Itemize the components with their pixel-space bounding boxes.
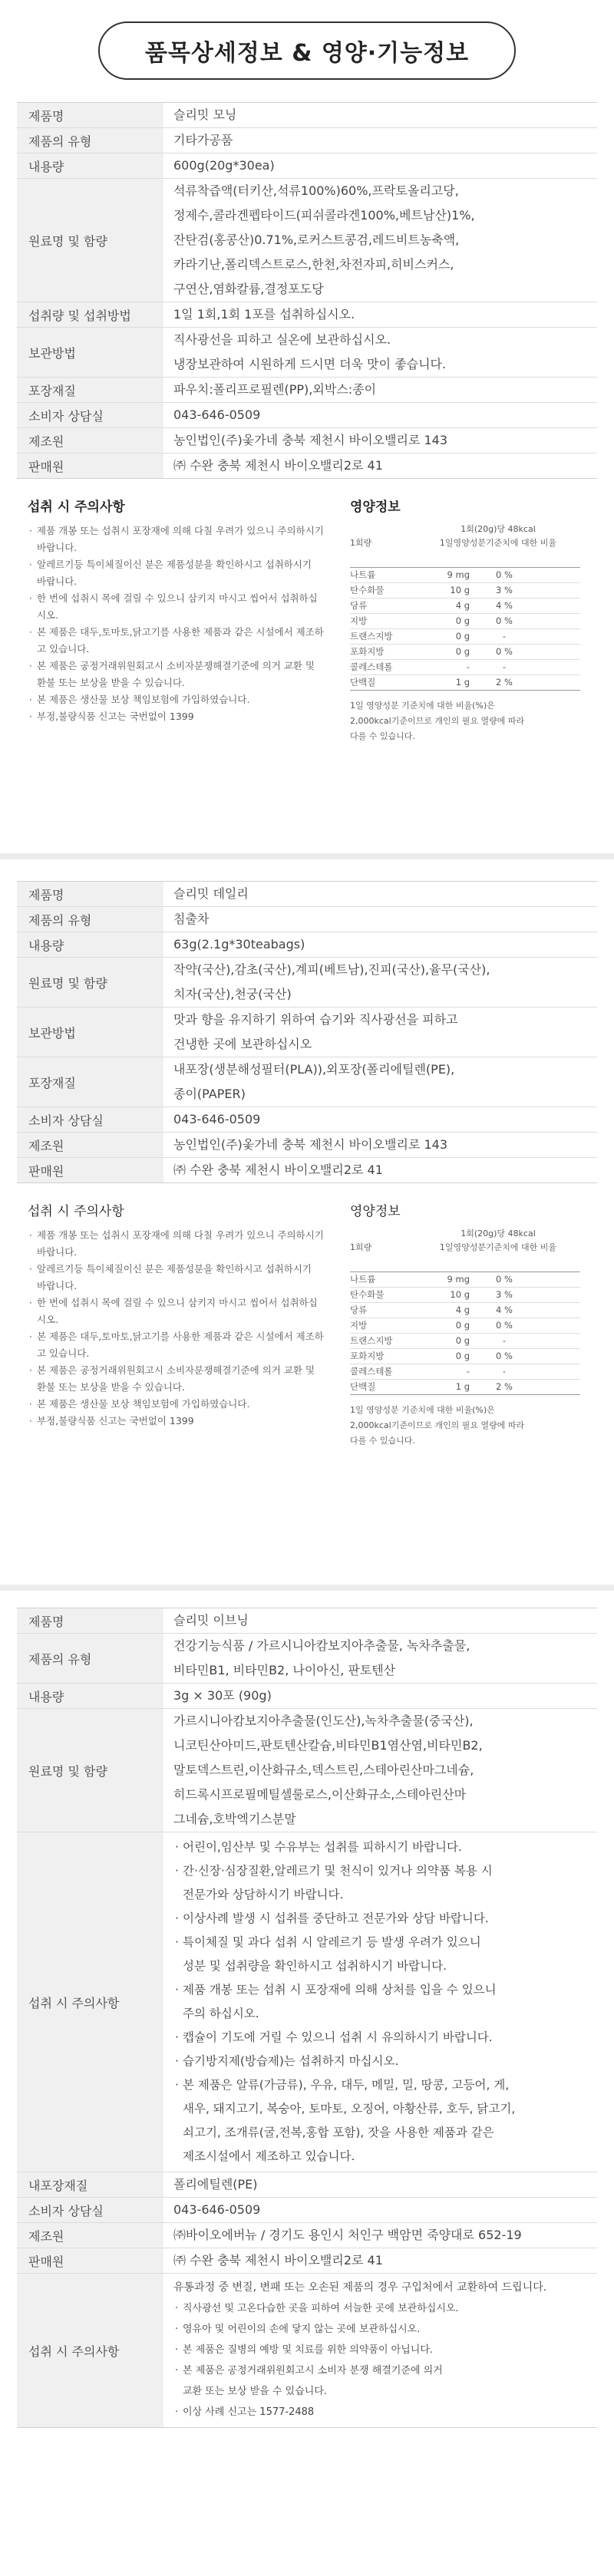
row-label: 내포장재질: [17, 2172, 163, 2197]
row-value-line: 그네슘,호박엑기스분말: [173, 1812, 296, 1826]
caution2-line: · 본 제품은 질병의 예방 및 치료를 위한 의약품이 아닙니다.: [183, 2344, 434, 2356]
product-info-table: [17, 1608, 597, 2428]
nutrition-row: [350, 1349, 580, 1364]
nutrient-name: 콜레스테롤: [350, 661, 393, 672]
row-value-line: 침출차: [173, 912, 210, 926]
row-label: 제품의 유형: [17, 1634, 163, 1683]
caution-title: 섭취 시 주의사항: [28, 1204, 124, 1219]
nutrient-amount: 0 g: [455, 615, 470, 626]
info-row: [17, 907, 597, 932]
info-row: [17, 403, 597, 428]
nutrient-amount: 0 g: [455, 1320, 470, 1331]
nutrition-col1: 1회량: [350, 1242, 372, 1252]
info-row: [17, 153, 597, 179]
caution-item: · 알레르기등 특이체질이신 분은 제품성분을 확인하시고 섭취하시기 바랍니다.: [28, 556, 324, 590]
product-section-2: [17, 881, 597, 1449]
row-value-line: 잔탄검(홍콩산)0.71%,로커스트콩검,레드비트농축액,: [173, 233, 460, 247]
product-section-1: [17, 102, 597, 744]
nutrition-col-blank: [350, 523, 416, 536]
row-value: [163, 932, 597, 957]
nutrient-name: 나트륨: [350, 1274, 376, 1285]
row-value-line: 종이(PAPER): [173, 1087, 246, 1101]
caution-line: 성분 및 섭취량을 확인하시고 섭취하시기 바랍니다.: [183, 1959, 447, 1973]
nutrition-row: [350, 1288, 580, 1303]
row-label: 원료명 및 함량: [17, 179, 163, 302]
info-row: [17, 378, 597, 403]
nutrient-amount: 10 g: [450, 585, 470, 595]
caution-item: · 본 제품은 공정거래위원회고시 소비자분쟁해결기준에 의거 교환 및 환불 또는 보상을 받을 수 있습니다.: [28, 658, 324, 691]
row-label: 원료명 및 함량: [17, 1709, 163, 1832]
row-value-line: 기타가공품: [173, 133, 233, 147]
caution2-line: · 직사광선 및 고온다습한 곳을 피하여 서늘한 곳에 보관하십시오.: [183, 2303, 459, 2314]
nutrient-name: 지방: [350, 615, 368, 626]
info-row: [17, 1709, 597, 1832]
info-row: [17, 2274, 597, 2427]
caution-item: [173, 2050, 589, 2073]
row-value-line: 정제수,콜라겐펩타이드(피쉬콜라겐100%,베트남산)1%,: [173, 208, 475, 223]
info-row: [17, 1634, 597, 1684]
caution-item: [173, 2026, 589, 2050]
nutrient-percent: 0 %: [496, 569, 513, 580]
row-label: 보관방법: [17, 1008, 163, 1057]
row-value-line: 카라기난,폴리덱스트로스,한천,차전자피,히비스커스,: [173, 257, 454, 272]
nutrition-subheader: [350, 536, 580, 550]
row-value-line: 농인법인(주)옻가네 충북 제천시 바이오밸리로 143: [173, 1137, 448, 1152]
nutrient-amount: 9 mg: [447, 569, 470, 580]
nutrient-amount: 4 g: [455, 600, 470, 611]
row-label: 보관방법: [17, 328, 163, 377]
row-label: 제품명: [17, 103, 163, 127]
caution-item: · 본 제품은 대두,토마토,닭고기를 사용한 제품과 같은 시설에서 제조하고 있습니다.: [28, 1328, 324, 1362]
row-value: [163, 882, 597, 906]
row-value: [163, 2248, 597, 2273]
info-row: [17, 1008, 597, 1057]
row-value-line: 043-646-0509: [173, 407, 261, 422]
nutrient-amount: 1 g: [455, 677, 470, 688]
caution-item: · 본 제품은 공정거래위원회고시 소비자분쟁해결기준에 의거 교환 및 환불 또는 보상을 받을 수 있습니다.: [28, 1362, 324, 1396]
nutrition-table: [350, 567, 580, 691]
footnote-line: 2,000kcal기준이므로 개인의 필요 열량에 따라: [350, 1420, 525, 1430]
row-value: [163, 428, 597, 453]
info-row: [17, 2198, 597, 2223]
caution-line: 제조시설에서 제조하고 있습니다.: [183, 2149, 355, 2163]
nutrition-row: [350, 645, 580, 660]
row-value-line: 043-646-0509: [173, 2202, 261, 2217]
product-info-table: [17, 102, 597, 479]
row-value-line: 슬리밋 데일리: [173, 886, 249, 901]
nutrient-name: 포화지방: [350, 1351, 385, 1361]
row-value: [163, 1008, 597, 1057]
nutrient-percent: -: [502, 661, 507, 672]
row-value-line: 1일 1회,1회 1포를 섭취하십시오.: [173, 307, 355, 322]
row-value-line: 농인법인(주)옻가네 충북 제천시 바이오밸리로 143: [173, 433, 448, 447]
row-label: 내용량: [17, 932, 163, 957]
info-row: [17, 932, 597, 958]
caution2-line: · 영유아 및 어린이의 손에 닿지 않는 곳에 보관하십시오.: [183, 2324, 421, 2335]
row-label: 소비자 상담실: [17, 403, 163, 427]
caution-list: [28, 1227, 324, 1430]
nutrition-row: [350, 1380, 580, 1394]
caution-item: · 한 번에 섭취시 목에 걸릴 수 있으니 삼키지 마시고 씹어서 섭취하십시오.: [28, 590, 324, 624]
footnote-line: 2,000kcal기준이므로 개인의 필요 열량에 따라: [350, 716, 525, 726]
product-section-3: [17, 1608, 597, 2428]
row-value-line: 치자(국산),천궁(국산): [173, 987, 292, 1001]
nutrient-name: 트랜스지방: [350, 631, 393, 642]
caution-line: 쇠고기, 조개류(굴,전복,홍합 포함), 잣을 사용한 제품과 같은: [183, 2126, 494, 2139]
caution-line: · 캡슐이 기도에 거릴 수 있으니 섭취 시 유의하시기 바랍니다.: [183, 2030, 493, 2044]
info-row: [17, 454, 597, 478]
row-value-line: 니코틴산아미드,판토텐산칼슘,비타민B1염산염,비타민B2,: [173, 1738, 483, 1753]
row-value-line: 맛과 향을 유지하기 위하여 습기와 직사광선을 피하고: [173, 1012, 458, 1027]
row-value: [163, 1057, 597, 1107]
info-row: [17, 1107, 597, 1133]
row-value-line: 히드록시프로필메틸셀룰로스,이산화규소,스테아린산마: [173, 1787, 467, 1802]
nutrient-percent: 4 %: [496, 600, 513, 611]
footnote-line: 다를 수 있습니다.: [350, 731, 415, 741]
product-info-table: [17, 881, 597, 1183]
caution2-item: [173, 2360, 589, 2402]
nutrient-percent: -: [502, 1366, 507, 1377]
nutrient-percent: 3 %: [496, 1289, 513, 1300]
row-value-line: ㈜바이오에버뉴 / 경기도 용인시 처인구 백암면 죽양대로 652-19: [173, 2228, 522, 2242]
nutrient-percent: 3 %: [496, 585, 513, 595]
section-divider: [0, 1585, 614, 1591]
row-label: 소비자 상담실: [17, 2198, 163, 2222]
info-row: [17, 103, 597, 128]
row-label: 제품의 유형: [17, 907, 163, 932]
caution-item: [173, 1931, 589, 1978]
row-label: 제조원: [17, 2223, 163, 2248]
row-value: [163, 1107, 597, 1132]
row-value: [163, 328, 597, 377]
row-value: [163, 179, 597, 302]
nutrition-col1: 1회량: [350, 538, 372, 548]
nutrition-col2: 1일영양성분기준치에 대한 비율: [439, 538, 557, 548]
nutrition-block: [350, 1200, 580, 1449]
caution2-line: 교환 또는 보상 받을 수 있습니다.: [183, 2386, 328, 2397]
info-row: [17, 882, 597, 907]
nutrient-amount: -: [466, 1366, 470, 1377]
row-value-line: 말토덱스트린,이산화규소,덱스트린,스테아린산마그네슘,: [173, 1763, 474, 1777]
row-value-line: 건냉한 곳에 보관하십시오: [173, 1037, 312, 1051]
row-value-line: 043-646-0509: [173, 1112, 261, 1126]
caution2-intro: 유통과정 중 변질, 변패 또는 오손된 제품의 경우 구입처에서 교환하여 드립니다.: [173, 2281, 547, 2294]
row-value: [163, 958, 597, 1007]
caution-item: [173, 1859, 589, 1907]
footnote-line: 1일 영양성분 기준치에 대한 비율(%)은: [350, 701, 495, 711]
nutrient-name: 단백질: [350, 677, 376, 688]
caution-item: [173, 1836, 589, 1859]
caution2-line: · 이상 사례 신고는 1577-2488: [183, 2406, 315, 2418]
row-label: 제품의 유형: [17, 128, 163, 153]
nutrient-percent: -: [502, 1335, 507, 1346]
caution-line: 주의 하십시오.: [183, 2007, 259, 2020]
nutrition-table: [350, 1272, 580, 1395]
caution-line: · 간·신장·심장질환,알레르기 및 천식이 있거나 의약품 복용 시: [183, 1864, 493, 1878]
row-value: [163, 907, 597, 932]
caution-line: · 본 제품은 알류(가금류), 우유, 대두, 메밀, 밀, 땅콩, 고등어, 게,: [183, 2078, 510, 2092]
nutrition-title: 영양정보: [350, 500, 401, 515]
nutrition-header: [350, 1227, 580, 1241]
caution-line: · 어린이,임산부 및 수유부는 섭취를 피하시기 바랍니다.: [183, 1840, 462, 1854]
caution-line: 전문가와 상담하시기 바랍니다.: [183, 1888, 344, 1901]
nutrient-name: 지방: [350, 1320, 368, 1331]
row-label: 판매원: [17, 454, 163, 478]
row-value-line: 폴리에틸렌(PE): [173, 2177, 258, 2192]
row-value-line: 냉장보관하여 시원하게 드시면 더욱 맛이 좋습니다.: [173, 357, 447, 371]
nutrient-amount: 1 g: [455, 1381, 470, 1392]
row-value-line: 63g(2.1g*30teabags): [173, 937, 305, 952]
caution-line: 새우, 돼지고기, 복숭아, 토마토, 오징어, 아황산류, 호두, 닭고기,: [183, 2102, 516, 2116]
caution-item: · 제품 개봉 또는 섭취시 포장재에 의해 다칠 우려가 있으니 주의하시기 바랍니다.: [28, 523, 324, 556]
row-value: [163, 1608, 597, 1633]
row-value: [163, 1158, 597, 1182]
row-label: 포장재질: [17, 378, 163, 402]
caution-item: · 본 제품은 생산물 보상 책임보험에 가입하였습니다.: [28, 691, 324, 708]
nutrition-row: [350, 599, 580, 614]
nutrient-percent: 0 %: [496, 1320, 513, 1331]
notes-area: [17, 1183, 597, 1449]
nutrient-percent: 2 %: [496, 677, 513, 688]
info-row: [17, 2223, 597, 2248]
row-value-line: 직사광선을 피하고 실온에 보관하십시오.: [173, 332, 391, 347]
caution-line: · 습기방지제(방습제)는 섭취하지 마십시오.: [183, 2054, 399, 2068]
row-value: [163, 2223, 597, 2248]
nutrition-title: 영양정보: [350, 1204, 401, 1219]
nutrient-amount: 0 g: [455, 646, 470, 657]
caution2-item: [173, 2319, 589, 2340]
row-value: [163, 153, 597, 178]
nutrient-percent: 0 %: [496, 1274, 513, 1285]
info-row: [17, 1832, 597, 2172]
row-label: 제품명: [17, 1608, 163, 1633]
row-label: 섭취량 및 섭취방법: [17, 302, 163, 327]
nutrient-amount: -: [466, 661, 470, 672]
nutrition-row: [350, 583, 580, 599]
row-label: 섭취 시 주의사항: [17, 2274, 163, 2427]
page-title: 품목상세정보 & 영양·기능정보: [98, 21, 516, 80]
nutrition-row: [350, 1318, 580, 1334]
caution2-item: [173, 2340, 589, 2360]
nutrition-row: [350, 1303, 580, 1318]
row-value: [163, 378, 597, 402]
nutrient-name: 탄수화물: [350, 1289, 385, 1300]
row-label: 제조원: [17, 428, 163, 453]
nutrition-serving: 1회(20g)당 48kcal: [460, 524, 536, 534]
nutrition-row: [350, 1272, 580, 1288]
section-divider: [0, 853, 614, 859]
caution-item: [173, 1978, 589, 2026]
info-row: [17, 428, 597, 454]
row-value: [163, 1634, 597, 1683]
row-label: 내용량: [17, 1684, 163, 1708]
row-value: [163, 128, 597, 153]
row-value: [163, 403, 597, 427]
info-row: [17, 302, 597, 328]
nutrient-amount: 4 g: [455, 1304, 470, 1315]
nutrient-percent: 0 %: [496, 1351, 513, 1361]
row-value-line: ㈜ 수완 충북 제천시 바이오밸리2로 41: [173, 2253, 383, 2268]
caution-item: [173, 1907, 589, 1931]
nutrition-row: [350, 1334, 580, 1349]
nutrient-name: 당류: [350, 600, 368, 611]
caution-item: · 알레르기등 특이체질이신 분은 제품성분을 확인하시고 섭취하시기 바랍니다.: [28, 1261, 324, 1295]
row-value: [163, 2198, 597, 2222]
notes-area: [17, 479, 597, 744]
info-row: [17, 2172, 597, 2198]
row-label: 섭취 시 주의사항: [17, 1832, 163, 2172]
row-value: [163, 302, 597, 327]
caution-item: · 제품 개봉 또는 섭취시 포장재에 의해 다칠 우려가 있으니 주의하시기 바랍니다.: [28, 1227, 324, 1261]
row-label: 내용량: [17, 153, 163, 178]
info-row: [17, 958, 597, 1008]
nutrition-block: [350, 496, 580, 744]
nutrition-row: [350, 614, 580, 629]
nutrition-footnote: [350, 698, 580, 744]
row-value-line: 슬리밋 모닝: [173, 107, 237, 122]
row-value: [163, 1709, 597, 1832]
row-label: 판매원: [17, 2248, 163, 2273]
row-value-line: ㈜ 수완 충북 제천시 바이오밸리2로 41: [173, 458, 383, 473]
row-value: [163, 103, 597, 127]
nutrition-subheader: [350, 1241, 580, 1255]
footnote-line: 1일 영양성분 기준치에 대한 비율(%)은: [350, 1405, 495, 1415]
caution-item: · 부정,불량식품 신고는 국번없이 1399: [28, 1413, 324, 1430]
row-value-line: 석류착즙액(터키산,석류100%)60%,프락토올리고당,: [173, 183, 459, 198]
info-row: [17, 1158, 597, 1182]
nutrient-percent: -: [502, 631, 507, 642]
nutrition-row: [350, 675, 580, 690]
info-row: [17, 1608, 597, 1634]
caution-item: · 본 제품은 생산물 보상 책임보험에 가입하였습니다.: [28, 1396, 324, 1413]
caution-block: [17, 1200, 324, 1449]
row-label: 제품명: [17, 882, 163, 906]
nutrient-amount: 0 g: [455, 1335, 470, 1346]
row-label: 판매원: [17, 1158, 163, 1182]
row-label: 소비자 상담실: [17, 1107, 163, 1132]
nutrient-amount: 0 g: [455, 631, 470, 642]
row-value-line: 슬리밋 이브닝: [173, 1613, 249, 1628]
caution-item: · 본 제품은 대두,토마토,닭고기를 사용한 제품과 같은 시설에서 제조하고 있습니다.: [28, 624, 324, 658]
nutrient-name: 당류: [350, 1304, 368, 1315]
caution2-item: [173, 2402, 589, 2423]
info-row: [17, 128, 597, 153]
row-value-line: ㈜ 수완 충북 제천시 바이오밸리2로 41: [173, 1163, 383, 1177]
footnote-line: 다를 수 있습니다.: [350, 1436, 415, 1446]
row-value-line: 내포장(생분해성필터(PLA)),외포장(폴리에틸렌(PE),: [173, 1062, 455, 1077]
row-value-line: 600g(20g*30ea): [173, 158, 275, 173]
caution-item: [173, 2073, 589, 2169]
caution-line: · 제품 개봉 또는 섭취 시 포장재에 의해 상처를 입을 수 있으니: [183, 1983, 497, 1997]
row-value: [163, 1832, 597, 2172]
nutrient-name: 트랜스지방: [350, 1335, 393, 1346]
nutrient-name: 단백질: [350, 1381, 376, 1392]
nutrient-percent: 4 %: [496, 1304, 513, 1315]
caution-line: · 특이체질 및 과다 섭취 시 알레르기 등 발생 우려가 있으니: [183, 1935, 481, 1949]
nutrition-col2: 1일영양성분기준치에 대한 비율: [439, 1242, 557, 1252]
caution-block: [17, 496, 324, 744]
nutrition-row: [350, 1364, 580, 1380]
row-value-line: 건강기능식품 / 가르시니아캄보지아추출물, 녹차추출물,: [173, 1638, 470, 1653]
caution-title: 섭취 시 주의사항: [28, 500, 125, 515]
caution-item: · 부정,불량식품 신고는 국번없이 1399: [28, 708, 324, 725]
nutrient-amount: 9 mg: [447, 1274, 470, 1285]
row-value-line: 구연산,염화칼륨,결정포도당: [173, 282, 324, 296]
nutrient-percent: 0 %: [496, 615, 513, 626]
nutrient-amount: 0 g: [455, 1351, 470, 1361]
nutrient-name: 콜레스테롤: [350, 1366, 393, 1377]
caution-item: · 한 번에 섭취시 목에 걸릴 수 있으니 삼키지 마시고 씹어서 섭취하십시오.: [28, 1295, 324, 1328]
nutrition-col-blank: [350, 1227, 416, 1241]
info-row: [17, 1133, 597, 1158]
row-value: [163, 1133, 597, 1157]
nutrition-serving: 1회(20g)당 48kcal: [460, 1229, 536, 1239]
nutrient-name: 탄수화물: [350, 585, 385, 595]
nutrient-name: 포화지방: [350, 646, 385, 657]
nutrition-row: [350, 629, 580, 645]
nutrient-amount: 10 g: [450, 1289, 470, 1300]
row-value-line: 비타민B1, 비타민B2, 나이아신, 판토텐산: [173, 1663, 396, 1677]
row-value-line: 가르시니아캄보지아추출물(인도산),녹차추출물(중국산),: [173, 1713, 474, 1728]
row-label: 포장재질: [17, 1057, 163, 1107]
nutrition-header: [350, 523, 580, 536]
caution2-list: [173, 2298, 589, 2423]
info-row: [17, 328, 597, 378]
caution-list: [28, 523, 324, 725]
nutrient-percent: 0 %: [496, 646, 513, 657]
nutrient-percent: 2 %: [496, 1381, 513, 1392]
caution2-item: [173, 2298, 589, 2319]
caution2-line: · 본 제품은 공정거래위원회고시 소비자 분쟁 해결기준에 의거: [183, 2365, 443, 2376]
info-row: [17, 2248, 597, 2274]
caution-line: · 이상사례 발생 시 섭취를 중단하고 전문가와 상담 바랍니다.: [183, 1911, 489, 1925]
row-label: 제조원: [17, 1133, 163, 1157]
info-row: [17, 179, 597, 302]
caution-list: [173, 1836, 589, 2169]
info-row: [17, 1057, 597, 1107]
nutrition-footnote: [350, 1403, 580, 1449]
row-label: 원료명 및 함량: [17, 958, 163, 1007]
nutrition-row: [350, 660, 580, 675]
row-value: [163, 2172, 597, 2197]
row-value: [163, 2274, 597, 2427]
row-value-line: 파우치:폴리프로필렌(PP),외박스:종이: [173, 382, 377, 397]
row-value: [163, 454, 597, 478]
row-value-line: 3g × 30포 (90g): [173, 1688, 272, 1703]
row-value: [163, 1684, 597, 1708]
row-value-line: 작약(국산),감초(국산),계피(베트남),진피(국산),율무(국산),: [173, 962, 490, 977]
info-row: [17, 1684, 597, 1709]
nutrition-row: [350, 568, 580, 583]
nutrient-name: 나트륨: [350, 569, 376, 580]
